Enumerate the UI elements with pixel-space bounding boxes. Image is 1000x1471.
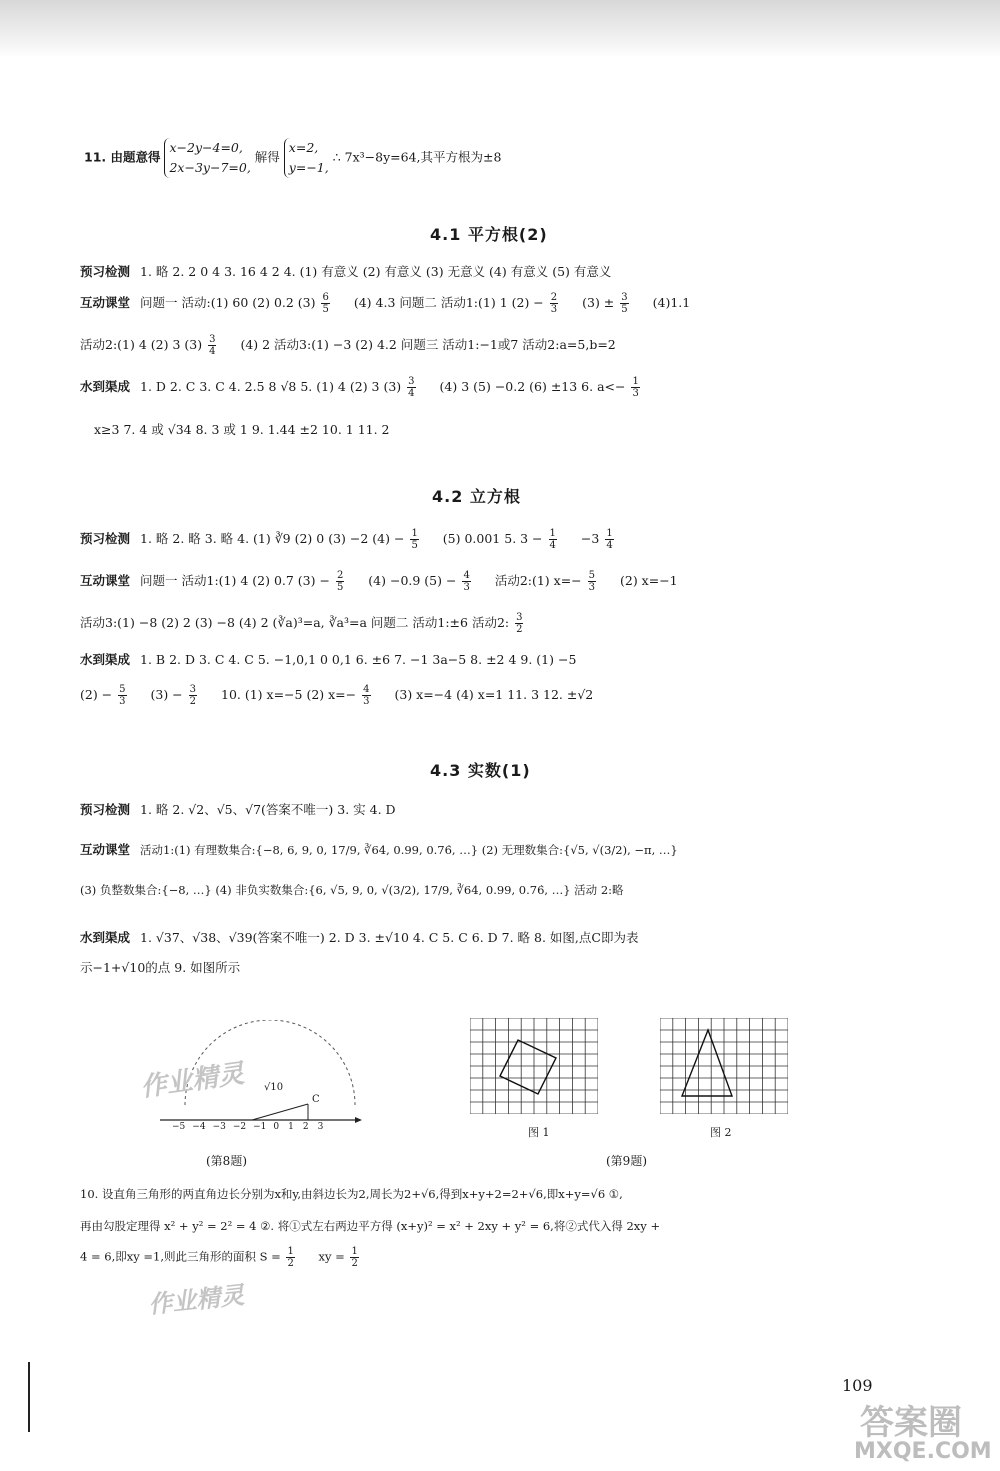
s41-shuidao-b: (4) 3 (5) −0.2 (6) ±13 6. a<− xyxy=(439,379,626,394)
numerator: 2 xyxy=(550,292,558,303)
denominator: 2 xyxy=(351,1258,358,1269)
denominator: 4 xyxy=(549,540,556,551)
s42-shuidao-1 xyxy=(80,650,586,668)
q11-eq1: x−2y−4=0, xyxy=(169,140,243,155)
denominator: 2 xyxy=(189,696,197,707)
s43-shuidao-2 xyxy=(80,958,250,976)
s41-shuidao-label: 水到渠成 xyxy=(80,379,131,394)
s42-yuxi-label: 预习检测 xyxy=(80,531,131,546)
denominator: 4 xyxy=(209,346,216,357)
s42-hudong-a: 问题一 活动1:(1) 4 (2) 0.7 (3) − xyxy=(140,573,330,588)
fig9-label-1: 图 1 xyxy=(528,1126,550,1139)
numerator: 3 xyxy=(209,334,216,345)
s43-shuidao1-text: 1. √37、√38、√39(答案不唯一) 2. D 3. ±√10 4. C 5. C 6. D 7. 略 8. 如图,点C即为表 xyxy=(140,930,639,945)
scan-shadow xyxy=(0,0,1000,58)
s43-shuidao2-text: 示−1+√10的点 9. 如图所示 xyxy=(80,960,241,975)
s41-shuidao-a: 1. D 2. C 3. C 4. 2.5 8 √8 5. (1) 4 (2) 3 (3) xyxy=(140,379,402,394)
watermark: 作业精灵 xyxy=(138,1058,246,1104)
numerator: 4 xyxy=(363,684,370,695)
fraction xyxy=(350,1246,368,1269)
fraction xyxy=(588,570,606,593)
axis-arrow xyxy=(355,1117,362,1123)
s41-hudong2-b: (4) 2 活动3:(1) −3 (2) 4.2 问题三 活动1:−1或7 活动2:a=5,b=2 xyxy=(240,337,616,352)
tick: −1 xyxy=(253,1122,267,1132)
denominator: 5 xyxy=(336,582,344,593)
numerator: 5 xyxy=(588,570,596,581)
tick: −5 xyxy=(172,1122,186,1132)
numerator: 3 xyxy=(516,612,523,623)
tick: 3 xyxy=(317,1122,324,1132)
fraction xyxy=(189,684,207,707)
numerator: 4 xyxy=(463,570,470,581)
numerator: 3 xyxy=(408,376,415,387)
s42-hudong-b: (4) −0.9 (5) − xyxy=(368,573,457,588)
corner-watermark xyxy=(850,1395,990,1467)
numerator: 1 xyxy=(411,528,418,539)
q11-eq2: 2x−3y−7=0, xyxy=(169,160,251,175)
s41-hudong-1 xyxy=(80,292,700,315)
fraction xyxy=(549,528,567,551)
section-title-4-3: 4.3 实数(1) xyxy=(430,761,531,780)
q11-block xyxy=(84,138,501,178)
denominator: 3 xyxy=(550,304,558,315)
numerator: 3 xyxy=(189,684,197,695)
s43-yuxi-text: 1. 略 2. √2、√5、√7(答案不唯一) 3. 实 4. D xyxy=(140,802,396,817)
s43-shuidao-1 xyxy=(80,928,648,946)
s42-shuidao2-a: (2) − xyxy=(80,687,113,702)
q10-line2-text: 再由勾股定理得 x² + y² = 2² = 4 ②. 将①式左右两边平方得 (x+y)² = x² + 2xy + y² = 6,将②式代入得 2xy + xyxy=(80,1219,661,1233)
fraction xyxy=(631,376,649,399)
numerator: 1 xyxy=(632,376,639,387)
fraction xyxy=(462,570,480,593)
s42-shuidao-label: 水到渠成 xyxy=(80,652,131,667)
denominator: 5 xyxy=(411,540,418,551)
s41-hudong2-a: 活动2:(1) 4 (2) 3 (3) xyxy=(80,337,203,352)
fraction xyxy=(605,528,623,551)
margin-line xyxy=(28,1362,30,1432)
denominator: 3 xyxy=(632,388,639,399)
fraction xyxy=(407,376,425,399)
s41-hudong-label: 互动课堂 xyxy=(80,295,131,310)
q10-line-1 xyxy=(80,1186,633,1202)
q11-solution xyxy=(284,138,329,178)
s42-hudong2-a: 活动3:(1) −8 (2) 2 (3) −8 (4) 2 (∛a)³=a, ∛a³=a 问题二 活动1:±6 活动2: xyxy=(80,615,510,630)
s42-shuidao2-d: (3) x=−4 (4) x=1 11. 3 12. ±√2 xyxy=(394,687,594,702)
fraction xyxy=(286,1246,304,1269)
s42-yuxi-a: 1. 略 2. 略 3. 略 4. (1) ∛9 (2) 0 (3) −2 (4) − xyxy=(140,531,405,546)
numerator: 2 xyxy=(336,570,344,581)
numerator: 5 xyxy=(119,684,126,695)
denominator: 5 xyxy=(322,304,329,315)
s42-yuxi-c: −3 xyxy=(580,531,600,546)
corner-watermark-logo: 答案圈 xyxy=(860,1403,962,1443)
denominator: 3 xyxy=(363,696,370,707)
s41-shuidao-2 xyxy=(94,420,400,438)
s41-yuxi xyxy=(80,262,621,280)
fraction xyxy=(336,570,354,593)
numerator: 6 xyxy=(322,292,329,303)
denominator: 4 xyxy=(606,540,613,551)
fig9-label-2: 图 2 xyxy=(710,1126,732,1139)
q10-line3-b: xy = xyxy=(318,1249,345,1264)
s41-shuidao-1 xyxy=(80,376,660,399)
s42-shuidao2-c: 10. (1) x=−5 (2) x=− xyxy=(221,687,357,702)
q11-system xyxy=(164,138,250,178)
numerator: 3 xyxy=(621,292,628,303)
s42-hudong-d: (2) x=−1 xyxy=(620,573,678,588)
grid-figure-2 xyxy=(660,1018,788,1114)
s43-hudong-label: 互动课堂 xyxy=(80,842,131,857)
denominator: 3 xyxy=(463,582,470,593)
s43-yuxi-label: 预习检测 xyxy=(80,802,131,817)
section-title-4-2: 4.2 立方根 xyxy=(432,487,521,506)
corner-watermark-url: MXQE.COM xyxy=(854,1439,992,1464)
s41-yuxi-label: 预习检测 xyxy=(80,264,131,279)
s42-shuidao-2 xyxy=(80,684,603,707)
s41-hudong-d: (4)1.1 xyxy=(652,295,691,310)
denominator: 3 xyxy=(588,582,596,593)
q11-sol1: x=2, xyxy=(288,140,319,155)
s42-yuxi-b: (5) 0.001 5. 3 − xyxy=(442,531,543,546)
grid-figure-1 xyxy=(470,1018,598,1114)
s43-hudong-2 xyxy=(80,882,634,898)
q11-mid: 解得 xyxy=(254,149,280,165)
figure-8-caption: (第8题) xyxy=(206,1154,247,1168)
q10-line1-text: 10. 设直角三角形的两直角边长分别为x和y,由斜边长为2,周长为2+√6,得到x+y+2=2+√6,即x+y=√6 ①, xyxy=(80,1187,623,1201)
hypotenuse xyxy=(252,1104,308,1120)
s42-shuidao2-b: (3) − xyxy=(150,687,183,702)
fraction xyxy=(550,292,568,315)
tick: 0 xyxy=(273,1122,280,1132)
tick-labels xyxy=(172,1122,323,1132)
denominator: 2 xyxy=(287,1258,294,1269)
q10-line3-a: 4 = 6,即xy =1,则此三角形的面积 S = xyxy=(80,1249,281,1264)
s43-hudong-1 xyxy=(80,840,688,858)
q11-rest: ∴ 7x³−8y=64,其平方根为±8 xyxy=(332,149,502,165)
s43-hudong1-text: 活动1:(1) 有理数集合:{−8, 6, 9, 0, 17/9, ∛64, 0.99, 0.76̇, …} (2) 无理数集合:{√5, √(3/2), −π, …} xyxy=(140,843,678,857)
section-title-4-1: 4.1 平方根(2) xyxy=(430,225,548,244)
q11-prefix: 11. 由题意得 xyxy=(84,149,161,165)
fraction xyxy=(362,684,380,707)
s41-hudong-c: (3) ± xyxy=(582,295,615,310)
page-number: 109 xyxy=(842,1376,873,1395)
point-c-label: C xyxy=(312,1094,320,1105)
tick: −2 xyxy=(232,1122,247,1132)
q10-line-3 xyxy=(80,1246,379,1269)
s42-hudong-c: 活动2:(1) x=− xyxy=(494,573,582,588)
s43-hudong2-text: (3) 负整数集合:{−8, …} (4) 非负实数集合:{6, √5, 9, 0, √(3/2), 17/9, ∛64, 0.99, 0.76̇, …} 活动 2:略 xyxy=(80,883,624,897)
denominator: 3 xyxy=(119,696,126,707)
fraction xyxy=(410,528,428,551)
numerator: 1 xyxy=(606,528,613,539)
s42-hudong-label: 互动课堂 xyxy=(80,573,131,588)
denominator: 4 xyxy=(408,388,415,399)
s41-hudong-b: (4) 4.3 问题二 活动1:(1) 1 (2) − xyxy=(353,295,544,310)
denominator: 5 xyxy=(621,304,628,315)
figure-9-caption: (第9题) xyxy=(606,1154,647,1168)
s42-hudong-1 xyxy=(80,570,688,593)
s41-hudong-2 xyxy=(80,334,626,357)
fraction xyxy=(208,334,226,357)
s41-yuxi-text: 1. 略 2. 2 0 4 3. 16 4 2 4. (1) 有意义 (2) 有意义 (3) 无意义 (4) 有意义 (5) 有意义 xyxy=(140,264,612,279)
fraction xyxy=(515,612,533,635)
q10-line-2 xyxy=(80,1218,670,1234)
s43-yuxi xyxy=(80,800,406,818)
sqrt-label: √10 xyxy=(264,1082,284,1093)
numerator: 1 xyxy=(351,1246,358,1257)
s41-shuidao2-text: x≥3 7. 4 或 √34 8. 3 或 1 9. 1.44 ±2 10. 1 11. 2 xyxy=(94,422,390,437)
numerator: 1 xyxy=(287,1246,294,1257)
fraction xyxy=(118,684,136,707)
tick: 1 xyxy=(288,1122,294,1132)
s42-shuidao1-text: 1. B 2. D 3. C 4. C 5. −1,0,1 0 0,1 6. ±6 7. −1 3a−5 8. ±2 4 9. (1) −5 xyxy=(140,652,577,667)
watermark: 作业精灵 xyxy=(147,1281,246,1319)
s43-shuidao-label: 水到渠成 xyxy=(80,930,131,945)
fraction xyxy=(321,292,339,315)
tick: −4 xyxy=(192,1122,206,1132)
tick: 2 xyxy=(302,1122,309,1132)
s41-hudong-a: 问题一 活动:(1) 60 (2) 0.2 (3) xyxy=(140,295,316,310)
s42-hudong-2 xyxy=(80,612,543,635)
s42-yuxi xyxy=(80,528,634,551)
triangle-shape xyxy=(682,1030,732,1096)
fraction xyxy=(620,292,638,315)
tick: −3 xyxy=(212,1122,226,1132)
numerator: 1 xyxy=(549,528,556,539)
figure-9 xyxy=(470,1018,810,1168)
q11-sol2: y=−1, xyxy=(288,160,329,175)
denominator: 2 xyxy=(516,624,523,635)
